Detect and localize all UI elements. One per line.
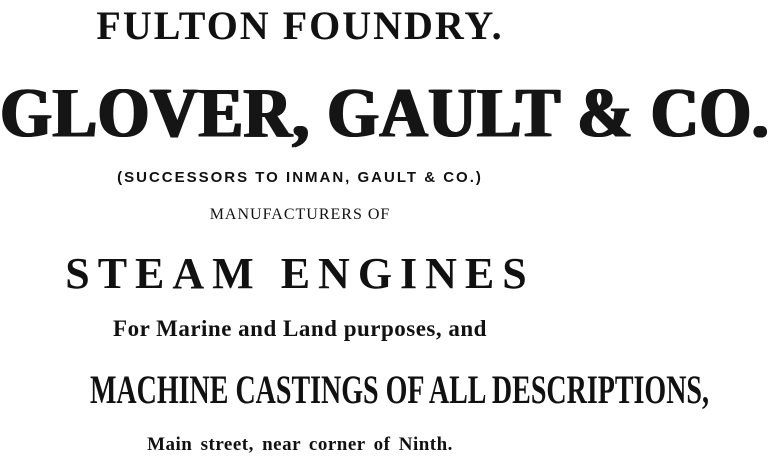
address-line: Main street, near corner of Ninth. [147, 434, 453, 455]
foundry-heading: FULTON FOUNDRY. [96, 3, 504, 48]
manufacturers-line: MANUFACTURERS OF [209, 206, 391, 223]
firm-name: GLOVER, GAULT & CO. [0, 74, 769, 153]
product-machine-castings: MACHINE CASTINGS OF ALL DESCRIPTIONS, [90, 367, 709, 412]
purpose-line: For Marine and Land purposes, and [113, 316, 487, 341]
product-steam-engines: STEAM ENGINES [65, 249, 535, 298]
successors-note: (SUCCESSORS TO INMAN, GAULT & CO.) [117, 169, 483, 186]
